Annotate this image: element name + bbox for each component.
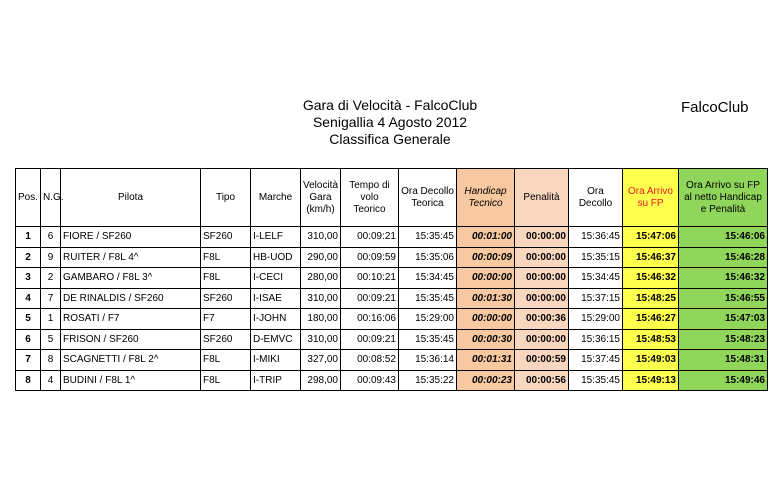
- cell-pilot: GAMBARO / F8L 3^: [61, 268, 201, 289]
- header-theoretical-flight-time: Tempo di volo Teorico: [341, 169, 399, 227]
- cell-flight-time: 00:16:06: [341, 309, 399, 330]
- race-location-date: Senigallia 4 Agosto 2012: [312, 114, 468, 130]
- results-body: [16, 227, 768, 391]
- header-race-speed: Velocità Gara (km/h): [301, 169, 341, 227]
- cell-ng: 5: [41, 329, 61, 350]
- cell-arrival: 15:49:13: [623, 370, 679, 391]
- cell-penalty: 00:00:00: [515, 288, 569, 309]
- cell-arrival: 15:46:27: [623, 309, 679, 330]
- cell-ng: 4: [41, 370, 61, 391]
- cell-takeoff: 15:35:45: [569, 370, 623, 391]
- cell-net-arrival: 15:46:28: [679, 247, 768, 268]
- cell-registration: I-ISAE: [251, 288, 301, 309]
- club-brand: FalcoClub: [681, 99, 749, 116]
- cell-handicap: 00:00:23: [457, 370, 515, 391]
- header-pilot: Pilota: [61, 169, 201, 227]
- cell-theoretical-takeoff: 15:35:06: [399, 247, 457, 268]
- header-type: Tipo: [201, 169, 251, 227]
- results-table: [15, 168, 768, 391]
- cell-position: 5: [16, 309, 41, 330]
- cell-takeoff: 15:29:00: [569, 309, 623, 330]
- cell-theoretical-takeoff: 15:36:14: [399, 350, 457, 371]
- cell-type: F7: [201, 309, 251, 330]
- cell-flight-time: 00:09:43: [341, 370, 399, 391]
- header-registration: Marche: [251, 169, 301, 227]
- cell-net-arrival: 15:49:46: [679, 370, 768, 391]
- header-net-arrival: Ora Arrivo su FP al netto Handicap e Penalità: [679, 169, 768, 227]
- cell-speed: 310,00: [301, 227, 341, 248]
- cell-handicap: 00:00:00: [457, 309, 515, 330]
- cell-flight-time: 00:10:21: [341, 268, 399, 289]
- cell-type: SF260: [201, 329, 251, 350]
- cell-arrival: 15:49:03: [623, 350, 679, 371]
- table-header-row: [16, 169, 768, 227]
- cell-speed: 310,00: [301, 288, 341, 309]
- cell-pilot: FRISON / SF260: [61, 329, 201, 350]
- cell-registration: I-TRIP: [251, 370, 301, 391]
- classification-title: Classifica Generale: [329, 131, 451, 147]
- cell-flight-time: 00:09:21: [341, 288, 399, 309]
- cell-penalty: 00:00:59: [515, 350, 569, 371]
- table-row: [16, 247, 768, 268]
- cell-penalty: 00:00:36: [515, 309, 569, 330]
- cell-pilot: RUITER / F8L 4^: [61, 247, 201, 268]
- cell-net-arrival: 15:48:31: [679, 350, 768, 371]
- cell-net-arrival: 15:48:23: [679, 329, 768, 350]
- document-title: [240, 97, 540, 148]
- cell-position: 8: [16, 370, 41, 391]
- table-row: [16, 227, 768, 248]
- cell-flight-time: 00:09:21: [341, 227, 399, 248]
- cell-handicap: 00:00:00: [457, 268, 515, 289]
- cell-speed: 290,00: [301, 247, 341, 268]
- cell-position: 3: [16, 268, 41, 289]
- cell-penalty: 00:00:00: [515, 329, 569, 350]
- cell-speed: 180,00: [301, 309, 341, 330]
- table-row: [16, 329, 768, 350]
- header-takeoff: Ora Decollo: [569, 169, 623, 227]
- cell-position: 6: [16, 329, 41, 350]
- table-row: [16, 309, 768, 330]
- table-row: [16, 370, 768, 391]
- cell-net-arrival: 15:46:06: [679, 227, 768, 248]
- cell-handicap: 00:00:09: [457, 247, 515, 268]
- cell-ng: 8: [41, 350, 61, 371]
- cell-takeoff: 15:35:15: [569, 247, 623, 268]
- cell-takeoff: 15:34:45: [569, 268, 623, 289]
- cell-penalty: 00:00:00: [515, 268, 569, 289]
- cell-pilot: DE RINALDIS / SF260: [61, 288, 201, 309]
- cell-registration: I-LELF: [251, 227, 301, 248]
- cell-arrival: 15:46:32: [623, 268, 679, 289]
- cell-position: 7: [16, 350, 41, 371]
- cell-penalty: 00:00:00: [515, 247, 569, 268]
- cell-type: F8L: [201, 247, 251, 268]
- header-penalty: Penalità: [515, 169, 569, 227]
- cell-pilot: SCAGNETTI / F8L 2^: [61, 350, 201, 371]
- cell-arrival: 15:46:37: [623, 247, 679, 268]
- cell-position: 4: [16, 288, 41, 309]
- cell-theoretical-takeoff: 15:35:45: [399, 329, 457, 350]
- header-ng: N.G.: [41, 169, 61, 227]
- cell-type: SF260: [201, 288, 251, 309]
- cell-takeoff: 15:37:15: [569, 288, 623, 309]
- cell-position: 1: [16, 227, 41, 248]
- header-theoretical-takeoff: Ora Decollo Teorica: [399, 169, 457, 227]
- cell-takeoff: 15:37:45: [569, 350, 623, 371]
- cell-theoretical-takeoff: 15:29:00: [399, 309, 457, 330]
- cell-registration: I-JOHN: [251, 309, 301, 330]
- cell-net-arrival: 15:46:32: [679, 268, 768, 289]
- cell-pilot: ROSATI / F7: [61, 309, 201, 330]
- cell-ng: 2: [41, 268, 61, 289]
- cell-pilot: FIORE / SF260: [61, 227, 201, 248]
- cell-registration: I-CECI: [251, 268, 301, 289]
- cell-position: 2: [16, 247, 41, 268]
- cell-net-arrival: 15:46:55: [679, 288, 768, 309]
- cell-speed: 327,00: [301, 350, 341, 371]
- cell-type: F8L: [201, 350, 251, 371]
- table-row: [16, 288, 768, 309]
- cell-ng: 6: [41, 227, 61, 248]
- race-title: Gara di Velocità - FalcoClub: [302, 97, 478, 113]
- cell-type: F8L: [201, 268, 251, 289]
- cell-registration: HB-UOD: [251, 247, 301, 268]
- cell-penalty: 00:00:00: [515, 227, 569, 248]
- cell-ng: 7: [41, 288, 61, 309]
- cell-net-arrival: 15:47:03: [679, 309, 768, 330]
- cell-handicap: 00:00:30: [457, 329, 515, 350]
- cell-pilot: BUDINI / F8L 1^: [61, 370, 201, 391]
- table-row: [16, 268, 768, 289]
- cell-registration: I-MIKI: [251, 350, 301, 371]
- cell-arrival: 15:48:25: [623, 288, 679, 309]
- cell-arrival: 15:48:53: [623, 329, 679, 350]
- cell-ng: 1: [41, 309, 61, 330]
- cell-flight-time: 00:08:52: [341, 350, 399, 371]
- cell-speed: 310,00: [301, 329, 341, 350]
- cell-takeoff: 15:36:15: [569, 329, 623, 350]
- cell-flight-time: 00:09:59: [341, 247, 399, 268]
- cell-type: SF260: [201, 227, 251, 248]
- header-arrival: Ora Arrivo su FP: [623, 169, 679, 227]
- cell-theoretical-takeoff: 15:35:22: [399, 370, 457, 391]
- cell-speed: 280,00: [301, 268, 341, 289]
- header-pos: Pos.: [16, 169, 41, 227]
- cell-type: F8L: [201, 370, 251, 391]
- cell-theoretical-takeoff: 15:34:45: [399, 268, 457, 289]
- cell-penalty: 00:00:56: [515, 370, 569, 391]
- cell-handicap: 00:01:00: [457, 227, 515, 248]
- cell-takeoff: 15:36:45: [569, 227, 623, 248]
- cell-ng: 9: [41, 247, 61, 268]
- cell-arrival: 15:47:06: [623, 227, 679, 248]
- cell-theoretical-takeoff: 15:35:45: [399, 288, 457, 309]
- cell-speed: 298,00: [301, 370, 341, 391]
- cell-handicap: 00:01:30: [457, 288, 515, 309]
- cell-flight-time: 00:09:21: [341, 329, 399, 350]
- cell-theoretical-takeoff: 15:35:45: [399, 227, 457, 248]
- header-handicap: Handicap Tecnico: [457, 169, 515, 227]
- cell-registration: D-EMVC: [251, 329, 301, 350]
- table-row: [16, 350, 768, 371]
- cell-handicap: 00:01:31: [457, 350, 515, 371]
